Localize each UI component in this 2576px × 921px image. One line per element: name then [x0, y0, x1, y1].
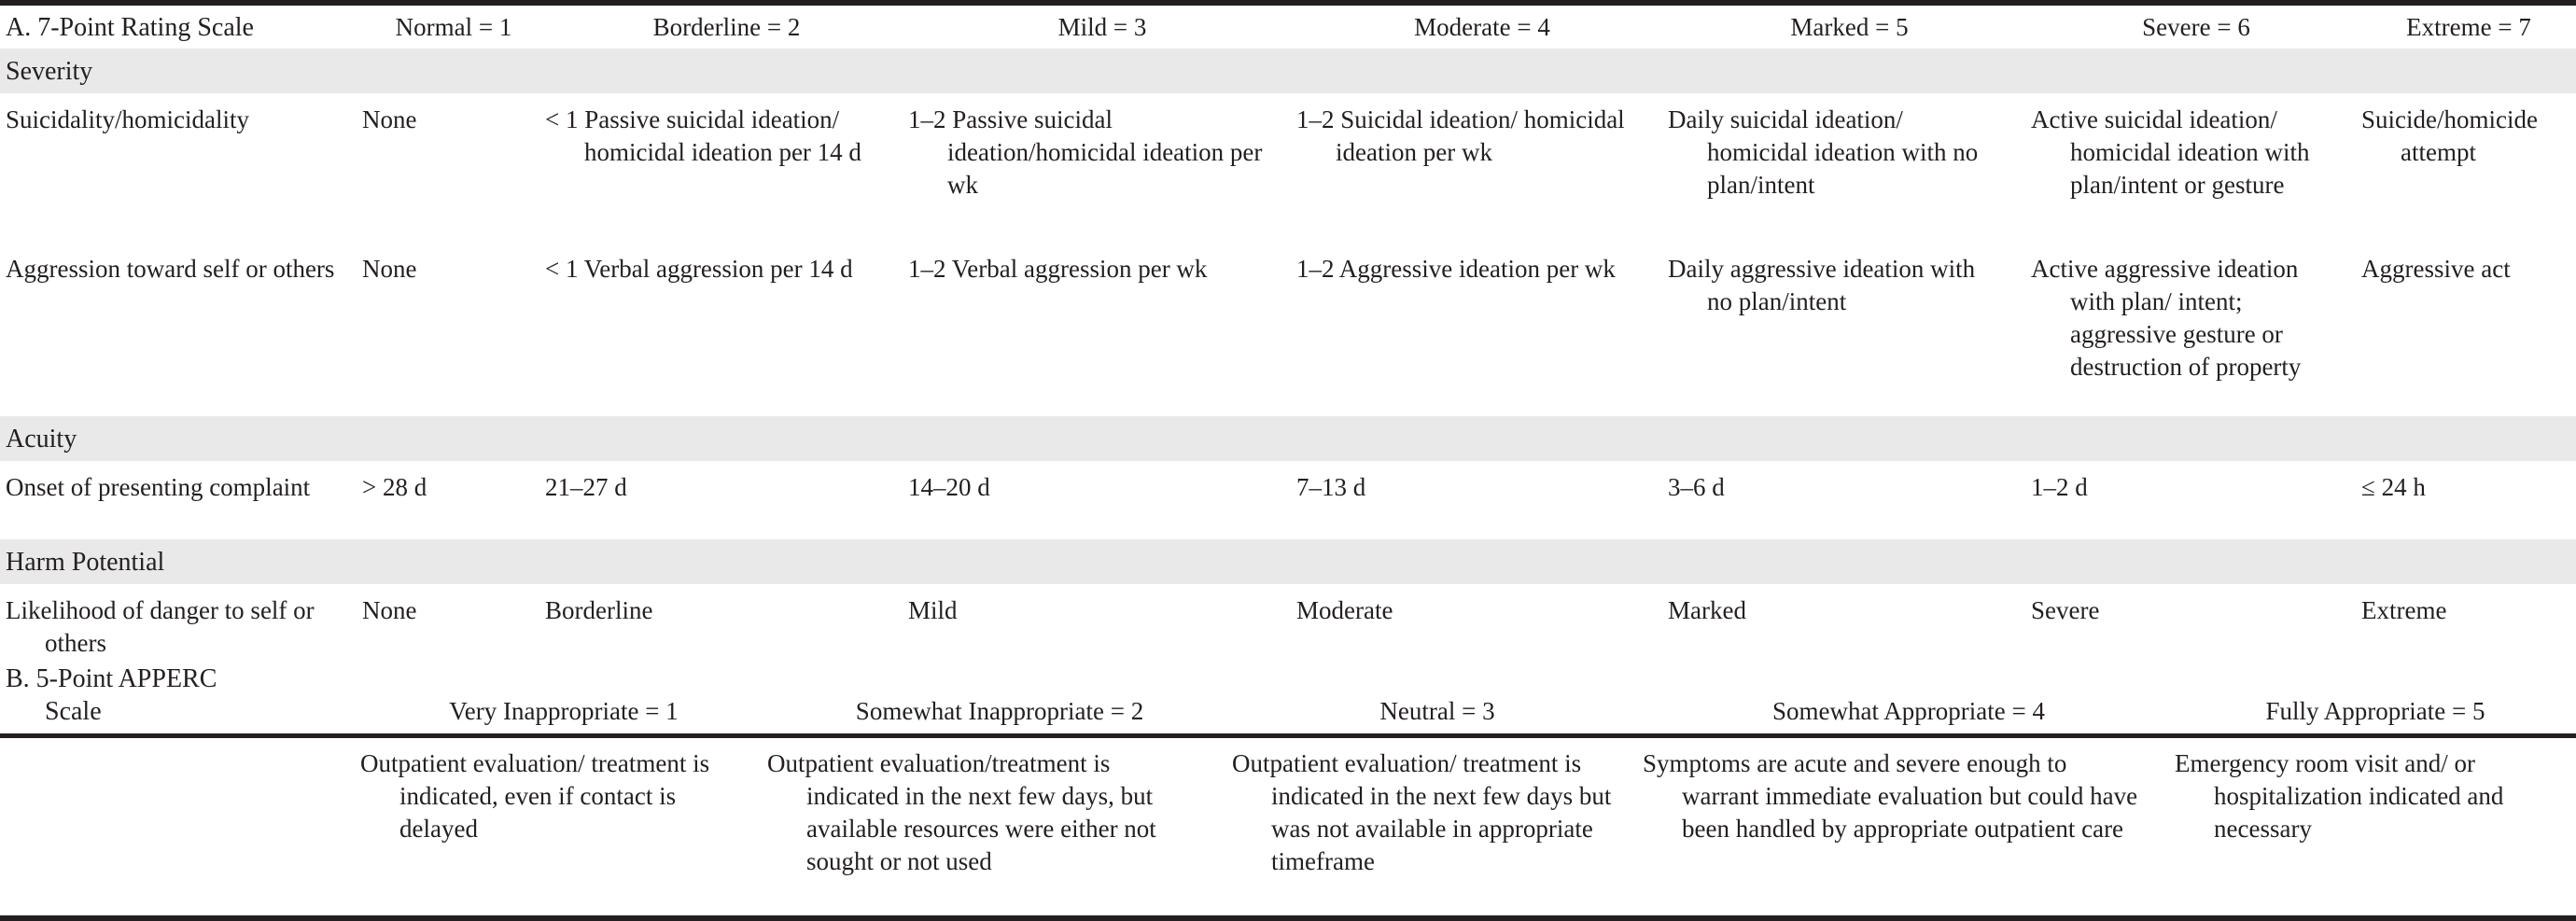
data-cell: Extreme	[2361, 596, 2447, 624]
data-cell: Marked	[1668, 596, 1746, 624]
row-label: Onset of presenting complaint	[6, 473, 311, 501]
data-cell: Outpatient evaluation/ treatment is indicated, even if contact is delayed	[360, 749, 710, 843]
data-cell: Emergency room visit and/ or hospitalization indicated and necessary	[2175, 749, 2504, 843]
col-header-mild: Mild = 3	[1057, 12, 1147, 41]
data-cell: 1–2 Suicidal ideation/ homicidal ideation per wk	[1296, 105, 1625, 166]
col-header-fully-appropriate: Fully Appropriate = 5	[2265, 697, 2485, 725]
data-cell: None	[362, 596, 417, 624]
row-label: Suicidality/homicidality	[6, 105, 249, 133]
table-row-aggression	[0, 243, 2576, 416]
data-cell: Active aggressive ideation with plan/ intent; aggressive gesture or destruction of property	[2031, 255, 2302, 381]
col-header-borderline: Borderline = 2	[652, 12, 801, 41]
data-cell: Daily aggressive ideation with no plan/intent	[1668, 255, 1976, 315]
data-cell: < 1 Passive suicidal ideation/ homicidal ideation per 14 d	[545, 105, 861, 166]
table-row-onset	[0, 461, 2576, 539]
col-header-moderate: Moderate = 4	[1414, 12, 1550, 41]
table-row-likelihood	[0, 584, 2576, 657]
data-cell: Daily suicidal ideation/ homicidal ideation with no plan/intent	[1668, 105, 1979, 199]
data-cell: < 1 Verbal aggression per 14 d	[545, 255, 853, 283]
data-cell: Outpatient evaluation/treatment is indicated in the next few days, but available resources were either not sought or not used	[767, 749, 1156, 875]
table-bottom-rule	[0, 915, 2576, 921]
data-cell: Suicide/homicide attempt	[2361, 105, 2538, 166]
data-cell: Mild	[908, 596, 958, 624]
table-a-title: A. 7-Point Rating Scale	[6, 12, 254, 42]
table-a-header-row	[0, 6, 2576, 49]
col-header-somewhat-appropriate: Somewhat Appropriate = 4	[1772, 697, 2045, 725]
data-cell: ≤ 24 h	[2361, 473, 2426, 501]
row-label: Aggression toward self or others	[6, 255, 335, 283]
data-cell: 1–2 Aggressive ideation per wk	[1296, 255, 1616, 283]
data-cell: 1–2 Passive suicidal ideation/homicidal ideation per wk	[908, 105, 1263, 199]
data-cell: 3–6 d	[1668, 473, 1725, 501]
col-header-neutral: Neutral = 3	[1379, 697, 1495, 725]
table-b-body-row	[0, 738, 2576, 915]
data-cell: 21–27 d	[545, 473, 627, 501]
col-header-marked: Marked = 5	[1790, 12, 1909, 41]
col-header-somewhat-inappropriate: Somewhat Inappropriate = 2	[855, 697, 1144, 725]
section-band-acuity: Acuity	[0, 416, 2576, 461]
data-cell: Moderate	[1296, 596, 1393, 624]
data-cell: 1–2 d	[2031, 473, 2088, 501]
section-band-severity: Severity	[0, 49, 2576, 93]
data-cell: None	[362, 255, 417, 283]
data-cell: Active suicidal ideation/ homicidal ideation with plan/intent or gesture	[2031, 105, 2310, 199]
data-cell: 7–13 d	[1296, 473, 1366, 501]
table-b-title: B. 5-Point APPERC Scale	[6, 664, 217, 726]
col-header-extreme: Extreme = 7	[2406, 12, 2531, 41]
section-band-harm-potential: Harm Potential	[0, 539, 2576, 584]
data-cell: Symptoms are acute and severe enough to warrant immediate evaluation but could have been handled by appropriate outpatient care	[1643, 749, 2138, 843]
data-cell: 14–20 d	[908, 473, 990, 501]
data-cell: Outpatient evaluation/ treatment is indicated in the next few days but was not available in appropriate timeframe	[1232, 749, 1612, 875]
row-label: Likelihood of danger to self or others	[6, 596, 315, 657]
data-cell: Aggressive act	[2361, 255, 2511, 283]
table-row-suicidality	[0, 93, 2576, 243]
data-cell: > 28 d	[362, 473, 427, 501]
col-header-normal: Normal = 1	[395, 12, 512, 41]
data-cell: Borderline	[545, 596, 653, 624]
col-header-very-inappropriate: Very Inappropriate = 1	[449, 697, 679, 725]
data-cell: 1–2 Verbal aggression per wk	[908, 255, 1208, 283]
col-header-severe: Severe = 6	[2142, 12, 2250, 41]
row-label-empty	[0, 747, 360, 915]
table-b-header-row	[0, 657, 2576, 733]
data-cell: None	[362, 105, 417, 133]
data-cell: Severe	[2031, 596, 2100, 624]
